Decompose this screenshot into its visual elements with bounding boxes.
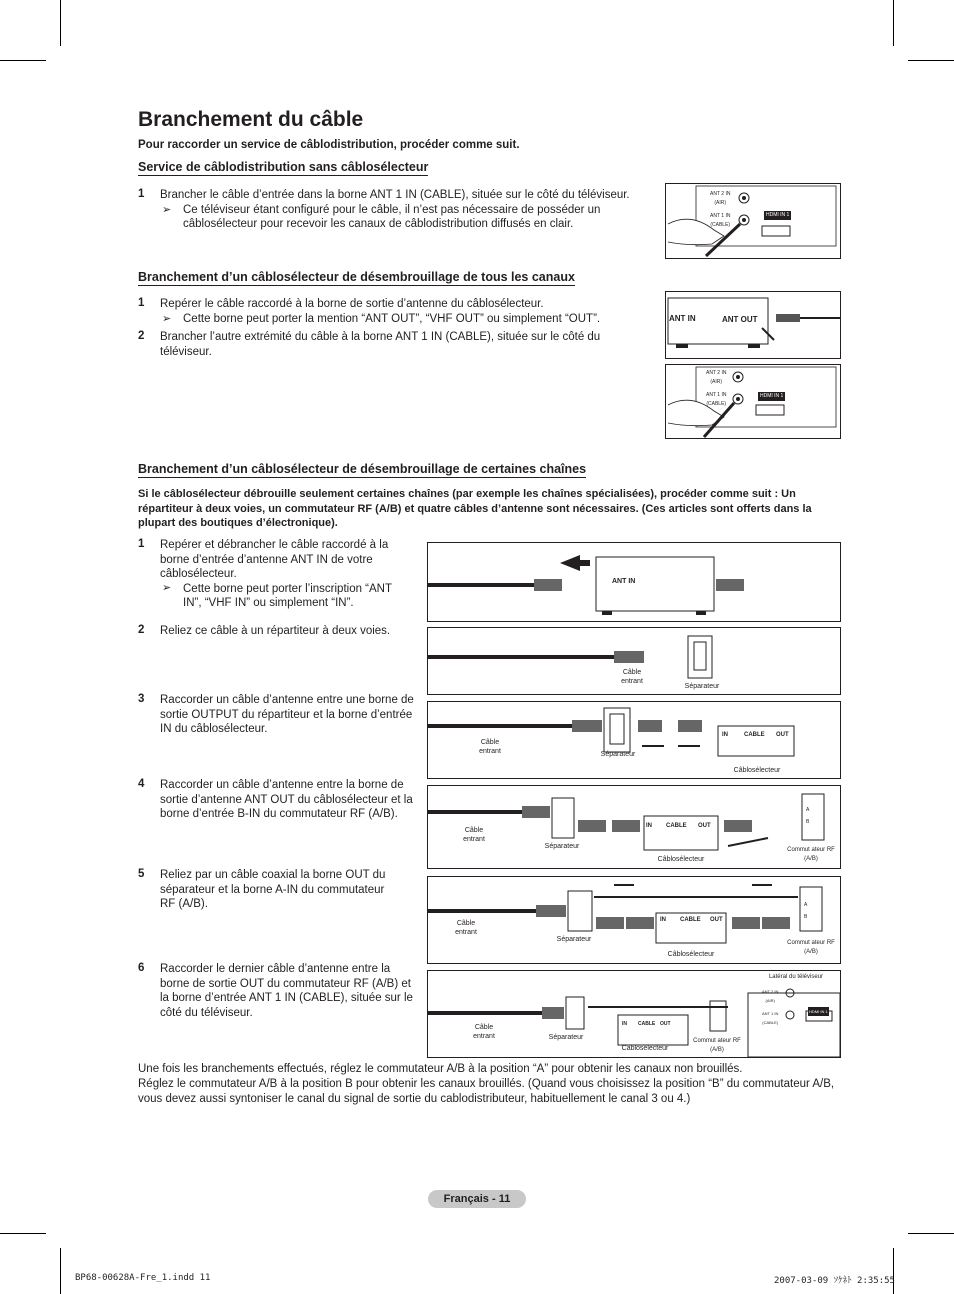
crop-mark [60, 1248, 61, 1294]
step-number: 1 [138, 538, 145, 550]
ant2-label: ANT 2 IN (AIR) [710, 191, 731, 206]
cablo-label: Câblosélecteur [621, 1045, 669, 1052]
tv-panel-drawing [666, 365, 840, 438]
step4-figure [427, 785, 841, 869]
step-number: 1 [138, 297, 145, 309]
crop-mark [0, 60, 46, 61]
cable-label: CABLE [638, 1021, 656, 1027]
crop-mark [908, 60, 954, 61]
in-label: IN [622, 1021, 627, 1027]
note-arrow-icon: ➢ [162, 204, 172, 216]
hdmi-label: HDMI IN 1 [809, 1009, 828, 1014]
intro-text: Pour raccorder un service de câblodistribution, procéder comme suit. [138, 139, 520, 151]
separateur-label: Séparateur [556, 936, 592, 943]
lateral-label: Latéral du téléviseur [768, 974, 824, 980]
closing-text-2: Réglez le commutateur A/B à la position B pour obtenir les canaux brouillés. (Quand vous choisissez la position “B” du commutateur A/B, vous devez aussi syntoniser le canal du signal de sortie du cablodistributeur, habituellement le canal 3 ou 4.) [138, 1078, 835, 1105]
section1-heading: Service de câblodistribution sans câblosélecteur [138, 160, 429, 174]
step-text: Repérer et débrancher le câble raccordé à la borne d’entrée d’antenne ANT IN de votre câblosélecteur. [160, 539, 389, 580]
step-text: Raccorder le dernier câble d’antenne entre la borne de sortie OUT du commutateur RF (A/B) et la borne d’entrée ANT 1 IN (CABLE), située sur le côté du téléviseur. [160, 963, 413, 1019]
ant-in-label: ANT IN [612, 578, 636, 585]
step-number: 6 [138, 962, 145, 974]
section3-heading: Branchement d’un câblosélecteur de désembrouillage de certaines chaînes [138, 462, 587, 476]
out-label: OUT [660, 1021, 671, 1027]
cable-box-figure [665, 291, 841, 359]
ant2-label: ANT 2 IN (AIR) [706, 370, 727, 385]
in-label: IN [722, 732, 728, 738]
cable-label: CABLE [744, 732, 765, 738]
in-label: IN [660, 917, 666, 923]
out-label: OUT [776, 732, 789, 738]
cable-entrant-label: Câble entrant [621, 669, 643, 685]
step-number: 1 [138, 188, 145, 200]
cable-entrant-label: Câble entrant [473, 1024, 495, 1040]
print-slug-left: BP68-00628A-Fre_1.indd 11 [75, 1273, 211, 1283]
step-text: Reliez ce câble à un répartiteur à deux voies. [160, 625, 391, 637]
note-text: Ce téléviseur étant configuré pour le câble, il n’est pas nécessaire de posséder un câblosélecteur pour recevoir les canaux de câblodistribution diffusés en clair. [183, 204, 601, 230]
crop-mark [893, 0, 894, 46]
crop-mark [893, 1248, 894, 1294]
hdmi-label: HDMI IN 1 [760, 393, 784, 399]
tv-side-panel-figure [665, 364, 841, 439]
note-arrow-icon: ➢ [162, 582, 172, 594]
tv-side-panel-figure [665, 183, 841, 259]
section2-heading: Branchement d’un câblosélecteur de désembrouillage de tous les canaux [138, 270, 575, 284]
tv-panel-drawing [666, 184, 840, 258]
cablo-label: Câblosélecteur [667, 951, 715, 958]
page-number-badge: Français - 11 [428, 1190, 526, 1208]
in-label: IN [646, 823, 652, 829]
note-arrow-icon: ➢ [162, 313, 172, 325]
hdmi-label: HDMI IN 1 [766, 212, 790, 218]
page-title: Branchement du câble [138, 108, 364, 131]
commut-label: Commut ateur RF (A/B) [787, 847, 835, 862]
cable-label: CABLE [680, 917, 701, 923]
cable-entrant-label: Câble entrant [455, 920, 477, 936]
out-label: OUT [698, 823, 711, 829]
step-number: 5 [138, 868, 145, 880]
ant2-label: ANT 2 IN (AIR) [762, 989, 779, 1003]
step-number: 2 [138, 624, 145, 636]
step5-figure [427, 876, 841, 964]
a-label: A [806, 807, 810, 813]
commut-label: Commut ateur RF (A/B) [787, 940, 835, 955]
note-text: Cette borne peut porter la mention “ANT OUT”, “VHF OUT” ou simplement “OUT”. [183, 313, 601, 325]
cablo-label: Câblosélecteur [733, 767, 781, 774]
ant-in-label: ANT IN [669, 314, 696, 323]
step-number: 3 [138, 693, 145, 705]
print-slug-right: 2007-03-09 ｿｹﾈﾄ 2:35:55 [774, 1276, 895, 1286]
step2-figure [427, 627, 841, 695]
cable-entrant-label: Câble entrant [463, 827, 485, 843]
step-number: 4 [138, 778, 145, 790]
crop-mark [908, 1233, 954, 1234]
step-text: Brancher l’autre extrémité du câble à la borne ANT 1 IN (CABLE), située sur le côté du téléviseur. [160, 331, 601, 358]
note-text: Cette borne peut porter l’inscription “ANT IN”, “VHF IN” ou simplement “IN”. [183, 583, 392, 609]
step1-figure [427, 542, 841, 622]
step-text: Brancher le câble d’entrée dans la borne ANT 1 IN (CABLE), située sur le côté du téléviseur. [160, 189, 630, 201]
separateur-label: Séparateur [548, 1034, 584, 1041]
section3-intro: Si le câblosélecteur débrouille seulement certaines chaînes (par exemple les chaînes spécialisées), procéder comme suit : Un répartiteur à deux voies, un commutateur RF (A/B) et quatre câbles d’antenne sont nécessaires. (Ces articles sont offerts dans la plupart des boutiques d’électronique). [138, 488, 812, 529]
step-text: Raccorder un câble d’antenne entre une borne de sortie OUTPUT du répartiteur et la borne d’entrée IN du câblosélecteur. [160, 694, 414, 735]
step-number: 2 [138, 330, 145, 342]
cable-box-drawing [666, 292, 840, 358]
crop-mark [0, 1233, 46, 1234]
step-text: Reliez par un câble coaxial la borne OUT du séparateur et la borne A-IN du commutateur RF (A/B). [160, 869, 386, 910]
b-label: B [806, 819, 810, 825]
crop-mark [60, 0, 61, 46]
cablo-label: Câblosélecteur [657, 856, 705, 863]
step5-drawing [428, 877, 840, 963]
ant1-label: ANT 1 IN (CABLE) [710, 213, 731, 228]
ant1-label: ANT 1 IN (CABLE) [706, 392, 727, 407]
out-label: OUT [710, 917, 723, 923]
separateur-label: Séparateur [600, 751, 636, 758]
step-text: Raccorder un câble d’antenne entre la borne de sortie d’antenne ANT OUT du câblosélecteur et la borne d’entrée B-IN du commutateur RF (A/B). [160, 779, 413, 820]
step6-figure [427, 970, 841, 1058]
cable-label: CABLE [666, 823, 687, 829]
ant1-label: ANT 1 IN (CABLE) [762, 1011, 779, 1025]
separateur-label: Séparateur [684, 683, 720, 690]
a-label: A [804, 902, 808, 908]
step3-figure [427, 701, 841, 779]
step-text: Repérer le câble raccordé à la borne de sortie d’antenne du câblosélecteur. [160, 298, 544, 310]
cable-entrant-label: Câble entrant [479, 739, 501, 755]
separateur-label: Séparateur [544, 843, 580, 850]
b-label: B [804, 914, 808, 920]
closing-text-1: Une fois les branchements effectués, réglez le commutateur A/B à la position “A” pour obtenir les canaux non brouillés. [138, 1063, 743, 1075]
ant-out-label: ANT OUT [722, 315, 758, 324]
commut-label: Commut ateur RF (A/B) [693, 1038, 741, 1053]
